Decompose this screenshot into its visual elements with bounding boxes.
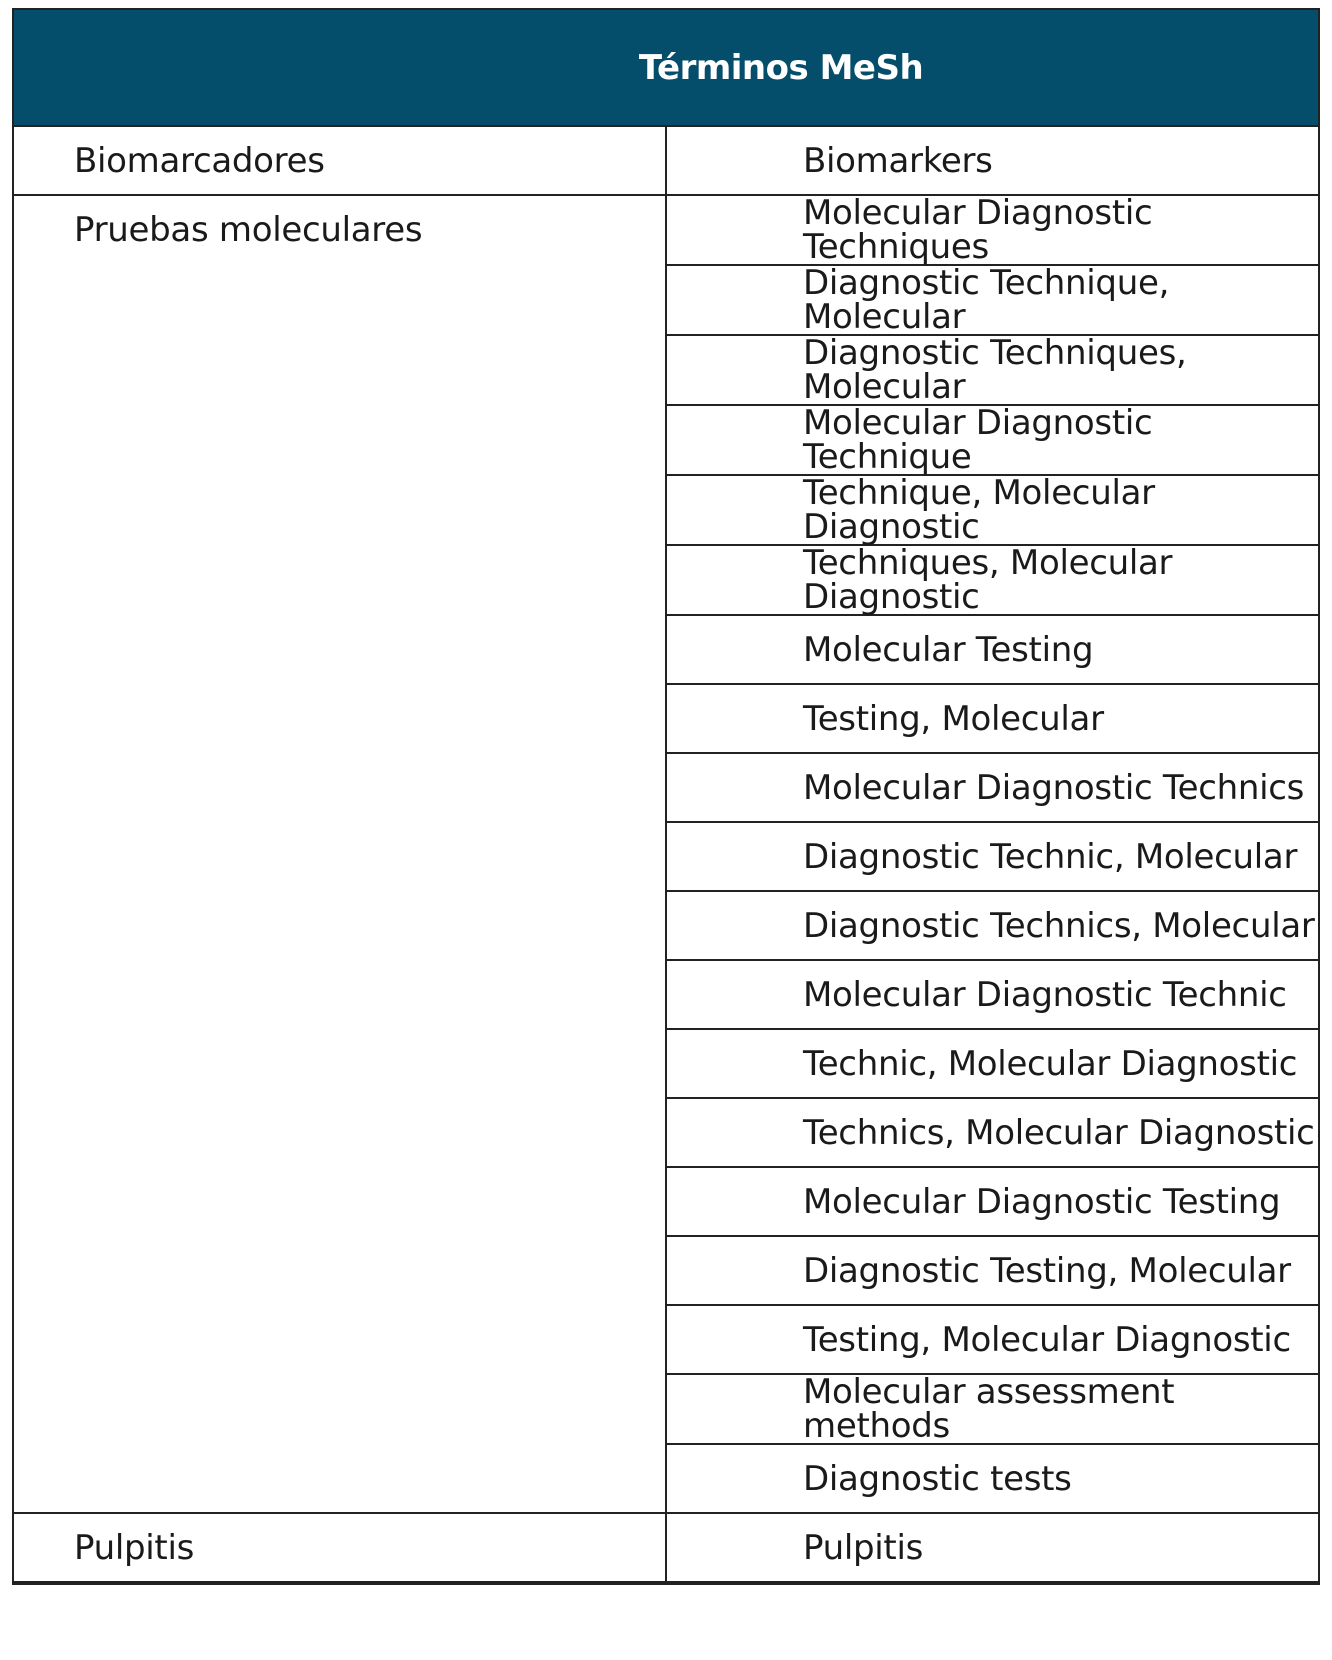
table-body xyxy=(14,126,1318,1582)
mesh-term-cell: Molecular Testing xyxy=(666,615,1318,684)
table-row xyxy=(14,1513,1318,1582)
mesh-term-cell: Molecular Diagnostic Testing xyxy=(666,1167,1318,1236)
mesh-term-cell: Molecular Diagnostic Technics xyxy=(666,753,1318,822)
mesh-term-cell: Pulpitis xyxy=(666,1513,1318,1582)
mesh-term-cell: Biomarkers xyxy=(666,126,1318,195)
mesh-term-cell: Testing, Molecular Diagnostic xyxy=(666,1305,1318,1374)
mesh-term-cell: Diagnostic Techniques, Molecular xyxy=(666,335,1318,405)
mesh-terms-table-container xyxy=(12,8,1320,1585)
mesh-term-cell: Diagnostic Testing, Molecular xyxy=(666,1236,1318,1305)
table-row xyxy=(14,195,1318,265)
mesh-term-cell: Technics, Molecular Diagnostic xyxy=(666,1098,1318,1167)
spanish-term-cell: Pulpitis xyxy=(14,1513,666,1582)
mesh-term-cell: Molecular Diagnostic Technic xyxy=(666,960,1318,1029)
spanish-term-cell: Biomarcadores xyxy=(14,126,666,195)
mesh-term-cell: Diagnostic tests xyxy=(666,1444,1318,1513)
header-row xyxy=(14,10,1318,126)
table-header: Términos MeSh xyxy=(14,10,1318,126)
mesh-terms-table xyxy=(14,10,1318,1583)
table-row xyxy=(14,126,1318,195)
mesh-term-cell: Molecular Diagnostic Technique xyxy=(666,405,1318,475)
mesh-term-cell: Diagnostic Technic, Molecular xyxy=(666,822,1318,891)
mesh-term-cell: Technic, Molecular Diagnostic xyxy=(666,1029,1318,1098)
mesh-term-cell: Testing, Molecular xyxy=(666,684,1318,753)
mesh-term-cell: Molecular assessment methods xyxy=(666,1374,1318,1444)
spanish-term-cell: Pruebas moleculares xyxy=(14,195,666,1513)
mesh-term-cell: Techniques, Molecular Diagnostic xyxy=(666,545,1318,615)
mesh-term-cell: Technique, Molecular Diagnostic xyxy=(666,475,1318,545)
mesh-term-cell: Diagnostic Technique, Molecular xyxy=(666,265,1318,335)
mesh-term-cell: Molecular Diagnostic Techniques xyxy=(666,195,1318,265)
mesh-term-cell: Diagnostic Technics, Molecular xyxy=(666,891,1318,960)
